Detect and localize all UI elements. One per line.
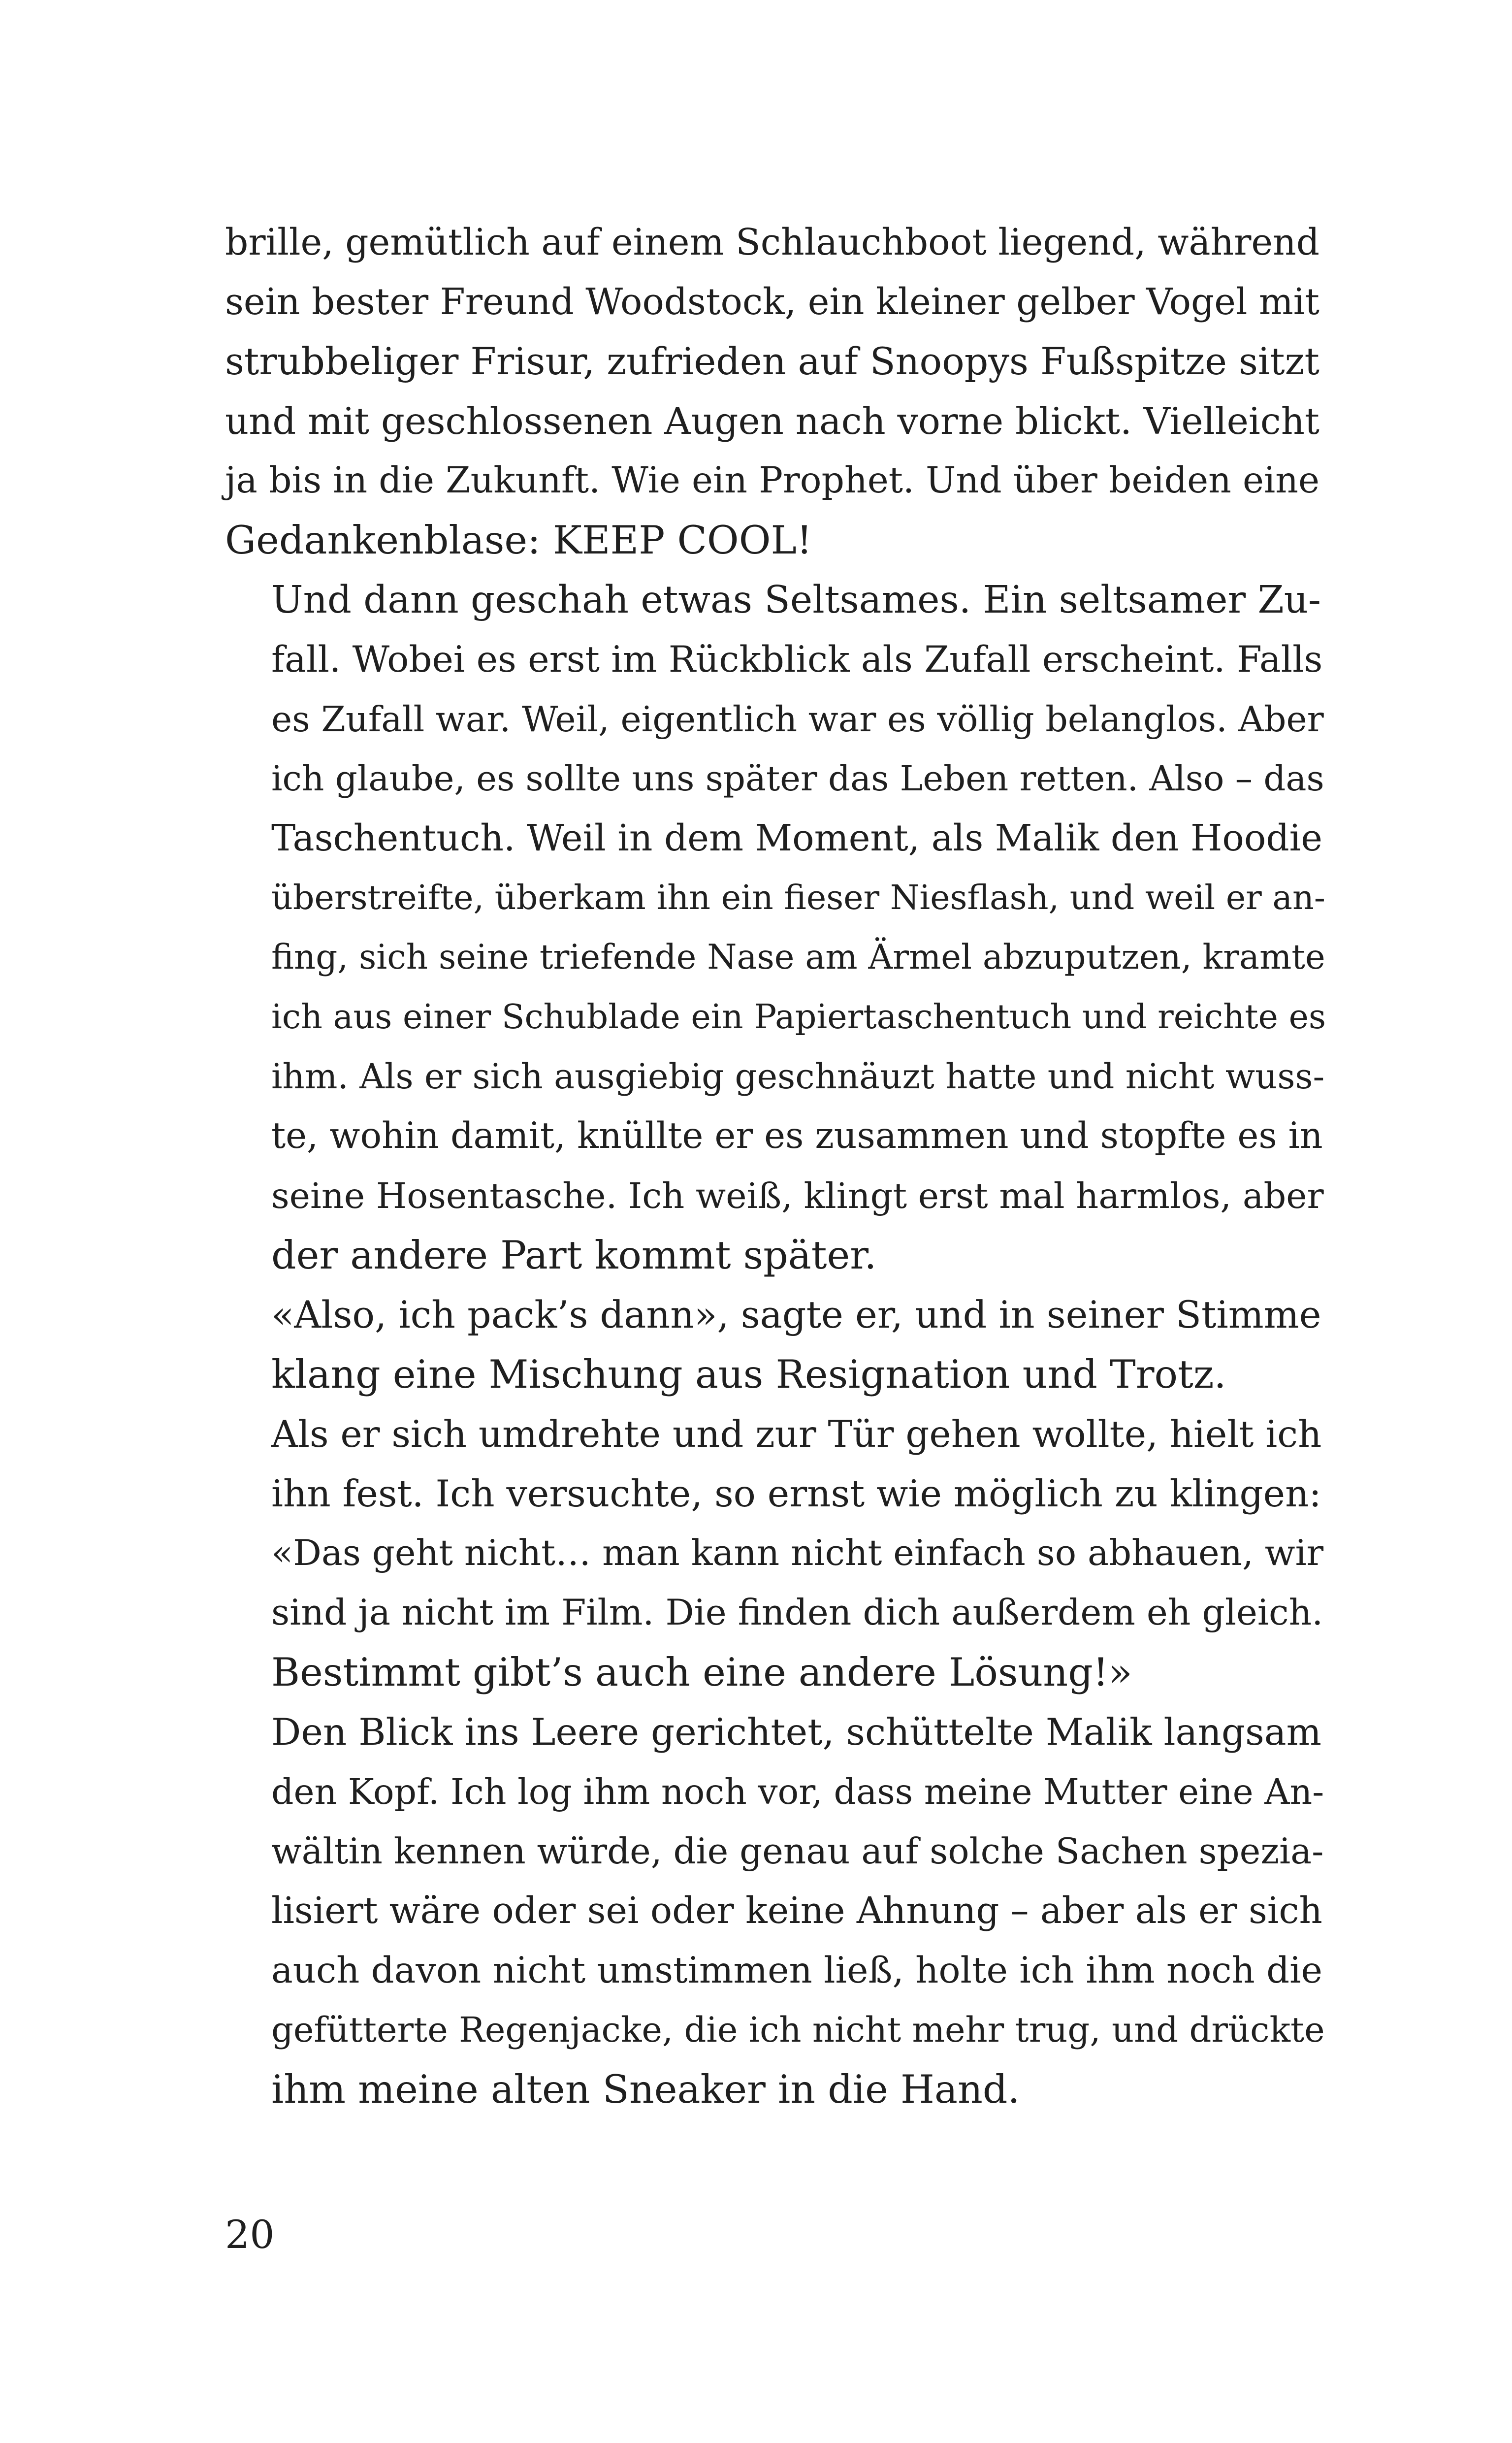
- text-line: ich aus einer Schublade ein Papiertaschentuch und reichte es: [271, 998, 1326, 1037]
- paragraph: [225, 1524, 1324, 1702]
- text-line: brille, gemütlich auf einem Schlauchboot liegend, während: [225, 221, 1319, 263]
- text-line: seine Hosentasche. Ich weiß, klingt erst mal harmlos, aber: [271, 1175, 1324, 1216]
- text-line: gefütterte Regenjacke, die ich nicht mehr trug, und drückte: [271, 2010, 1325, 2050]
- text-line: te, wohin damit, knüllte er es zusammen und stopfte es in: [271, 1115, 1323, 1157]
- text-line: ihm meine alten Sneaker in die Hand.: [271, 2067, 1020, 2112]
- text-line: fall. Wobei es erst im Rückblick als Zufall erscheint. Falls: [271, 639, 1323, 681]
- text-line: Den Blick ins Leere gerichtet, schüttelte Malik langsam: [271, 1710, 1321, 1754]
- text-line: Und dann geschah etwas Seltsames. Ein seltsamer Zu-: [271, 578, 1321, 622]
- text-line: Taschentuch. Weil in dem Moment, als Malik den Hoodie: [271, 817, 1322, 859]
- paragraph: [225, 1404, 1322, 1524]
- text-line: ihn fest. Ich versuchte, so ernst wie möglich zu klingen:: [271, 1472, 1321, 1515]
- paragraph: [225, 213, 1319, 570]
- text-line: ihm. Als er sich ausgiebig geschnäuzt hatte und nicht wuss-: [271, 1056, 1325, 1097]
- text-line: «Das geht nicht… man kann nicht einfach so abhauen, wir: [271, 1532, 1324, 1574]
- text-line: auch davon nicht umstimmen ließ, holte ich ihm noch die: [271, 1950, 1322, 1991]
- paragraph: [225, 1702, 1325, 2119]
- text-line: es Zufall war. Weil, eigentlich war es völlig belanglos. Aber: [271, 699, 1324, 740]
- text-line: ja bis in die Zukunft. Wie ein Prophet. Und über beiden eine: [225, 460, 1319, 501]
- body-text: [225, 213, 1326, 2119]
- page-number: 20: [225, 2212, 275, 2257]
- text-line: überstreifte, überkam ihn ein fieser Niesflash, und weil er an-: [271, 879, 1325, 917]
- paragraph: [225, 570, 1326, 1285]
- text-line: strubbeliger Frisur, zufrieden auf Snoopys Fußspitze sitzt: [225, 340, 1319, 383]
- text-line: und mit geschlossenen Augen nach vorne blickt. Vielleicht: [225, 400, 1319, 443]
- text-line: klang eine Mischung aus Resignation und Trotz.: [271, 1352, 1226, 1397]
- text-line: lisiert wäre oder sei oder keine Ahnung – aber als er sich: [271, 1890, 1322, 1932]
- text-line: «Also, ich pack’s dann», sagte er, und in seiner Stimme: [271, 1293, 1321, 1336]
- text-line: Gedankenblase: KEEP COOL!: [225, 518, 812, 563]
- text-line: wältin kennen würde, die genau auf solche Sachen spezia-: [271, 1830, 1324, 1872]
- text-line: Bestimmt gibt’s auch eine andere Lösung!»: [271, 1650, 1132, 1695]
- text-line: ich glaube, es sollte uns später das Leben retten. Also – das: [271, 758, 1324, 799]
- text-line: den Kopf. Ich log ihm noch vor, dass meine Mutter eine An-: [271, 1771, 1324, 1812]
- text-line: fing, sich seine triefende Nase am Ärmel abzuputzen, kramte: [271, 938, 1325, 977]
- paragraph: [225, 1285, 1319, 1404]
- text-line: sind ja nicht im Film. Die finden dich außerdem eh gleich.: [271, 1592, 1323, 1633]
- text-line: der andere Part kommt später.: [271, 1233, 877, 1278]
- text-line: Als er sich umdrehte und zur Tür gehen wollte, hielt ich: [271, 1412, 1322, 1456]
- text-line: sein bester Freund Woodstock, ein kleiner gelber Vogel mit: [225, 281, 1319, 323]
